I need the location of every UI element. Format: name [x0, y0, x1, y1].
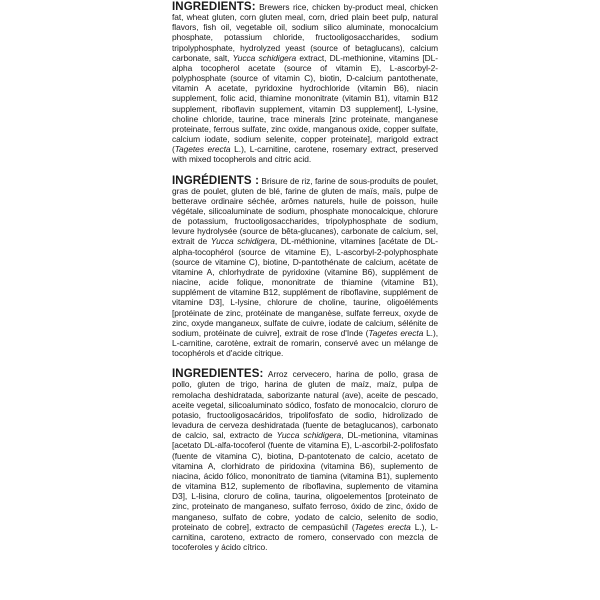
- ingredients-text: , DL-méthionine, vitamines [acétate de DL-alpha-tocophérol (source de vitamine E), L-ascorbyl-2-polyphosphate (source de vitamine C), biotine, D-pantothénate de calcium, acétate de vitamine A, chlorhydrate de pyridoxine (vitamine B6), supplément de niacine, acide folique, mononitrate de thiamine (vitamine B1), supplément de vitamine B12, supplément de riboflavine, supplément de vitamine D3], L-lysine, chlorure de choline, taurine, oligoéléments [protéinate de zinc, protéinate de manganèse, sulfate ferreux, oxyde de zinc, oxyde manganeux, sulfate de cuivre, iodate de calcium, sélénite de sodium, protéinate de cuivre], extrait de rose d'Inde (: [172, 236, 438, 338]
- section-heading: INGREDIENTES:: [172, 368, 264, 381]
- latin-name: Tagetes erecta: [368, 327, 424, 338]
- latin-name: Yucca schidigera: [210, 236, 275, 247]
- ingredients-text: L.), L-carnitina, caroteno, extracto de romero, conservado con mezcla de tocoferoles y ácido cítrico.: [172, 521, 438, 552]
- section-heading: INGRÉDIENTS :: [172, 174, 260, 187]
- section-heading: INGREDIENTS:: [172, 1, 256, 13]
- ingredients-text: Arroz cervecero, harina de pollo, grasa de pollo, gluten de trigo, harina de gluten de maíz, maíz, pulpa de remolacha deshidratada, saborizante natural (ave), aceite de pescado, aceite vegetal, silicoaluminato sódico, fosfato de monocalcio, cloruro de potasio, fructooligosacáridos, tripolifosfato de sodio, hidrolizado de levadura de cerveza deshidratada (fuente de betaglucanos), carbonato de calcio, sal, extracto de: [172, 369, 438, 441]
- latin-name: Yucca schidigera: [276, 430, 342, 441]
- ingredients-french: [172, 176, 438, 359]
- ingredients-text: , DL-metionina, vitaminas [acetato DL-alfa-tocoferol (fuente de vitamina E), L-ascorbil-2-polifosfato (fuente de vitamina C), biotina, D-pantotenato de calcio, acetato de vitamina A, clorhidrato de piridoxina (vitamina B6), suplemento de niacina, ácido fólico, mononitrato de tiamina (vitamina B1), suplemento de vitamina B12, suplemento de riboflavina, suplemento de vitamina D3], L-lisina, cloruro de colina, taurina, oligoelementos [proteinato de zinc, proteinato de manganeso, sulfato ferroso, óxido de zinc, óxido de manganeso, sulfato de cobre, yodato de calcio, selenito de sodio, proteinato de cobre], extracto de cempasúchil (: [172, 430, 438, 532]
- latin-name: Tagetes erecta: [174, 144, 231, 155]
- latin-name: Tagetes erecta: [354, 521, 411, 532]
- ingredients-spanish: [172, 369, 438, 552]
- latin-name: Yucca schidigera: [232, 52, 297, 63]
- ingredients-text: extract, DL-methionine, vitamins [DL-alpha tocopherol acetate (source of vitamin E), L-ascorbyl-2-polyphosphate (source of vitamin C), biotin, D-calcium pantothenate, vitamin A acetate, pyridoxine hydrochloride (vitamin B6), niacin supplement, folic acid, thiamine mononitrate (vitamin B1), vitamin B12 supplement, riboflavin supplement, vitamin D3 supplement], L-lysine, choline chloride, taurine, trace minerals [zinc proteinate, manganese proteinate, ferrous sulfate, zinc oxide, manganous oxide, copper sulfate, calcium iodate, sodium selenite, copper proteinate], marigold extract (: [172, 52, 438, 155]
- ingredients-text: Brewers rice, chicken by-product meal, chicken fat, wheat gluten, corn gluten meal, corn, dried plain beet pulp, natural flavors, fish oil, vegetable oil, sodium silico aluminate, monocalcium phosphate, potassium chloride, fructooligosaccharides, sodium tripolyphosphate, hydrolyzed yeast (source of betaglucans), calcium carbonate, salt,: [172, 2, 438, 63]
- ingredients-english: [172, 2, 438, 165]
- ingredients-label: [172, 2, 438, 552]
- ingredients-text: L.), L-carnitine, carotene, rosemary extract, preserved with mixed tocopherols and citric acid.: [172, 144, 438, 165]
- ingredients-text: Brisure de riz, farine de sous-produits de poulet, gras de poulet, gluten de blé, farine de gluten de maïs, maïs, pulpe de betterave ordinaire séchée, arômes naturels, huile de poisson, huile végétale, silicoaluminate de sodium, phosphate monocalcique, chlorure de potassium, fructooligosaccharides, tripolyphosphate de sodium, levure hydrolysée (source de bêta-glucanes), carbonate de calcium, sel, extrait de: [172, 175, 438, 247]
- ingredients-text: L.), L-carnitine, carotène, extrait de romarin, conservé avec un mélange de tocophérols et d'acide citrique.: [172, 327, 438, 359]
